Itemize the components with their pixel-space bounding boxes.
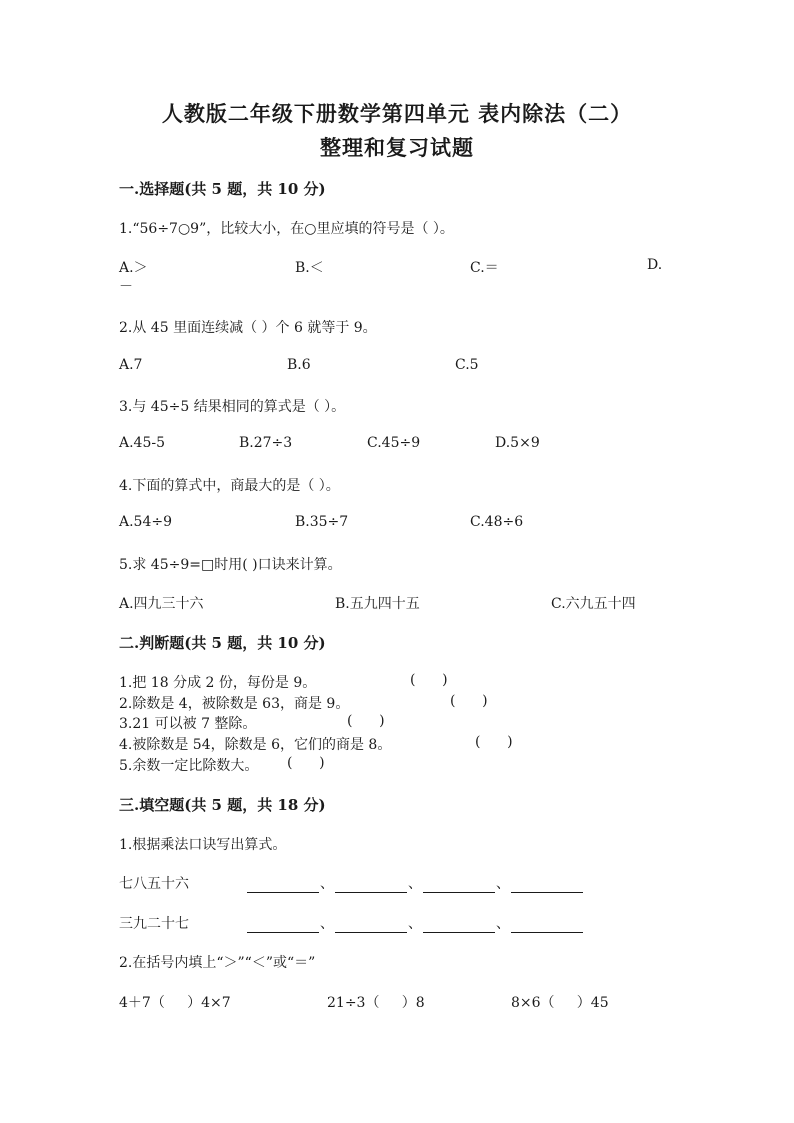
judge-answer-4[interactable]: ( ) (475, 734, 513, 750)
q5-option-c[interactable]: C.六九五十四 (551, 596, 636, 612)
section-heading-judge: 二.判断题(共 5 题，共 10 分) (119, 634, 326, 652)
q1-option-d-value: － (119, 279, 133, 295)
q2-option-a[interactable]: A.7 (119, 357, 143, 373)
answer-blank[interactable] (423, 878, 495, 893)
answer-blank[interactable] (335, 878, 407, 893)
compare-item-2[interactable]: 21÷3（ ）8 (327, 995, 425, 1011)
answer-blank[interactable] (511, 878, 583, 893)
q1-option-a[interactable]: A.＞ (119, 260, 148, 276)
page-title: 人教版二年级下册数学第四单元 表内除法（二） (161, 101, 633, 126)
judge-item-1: 1.把 18 分成 2 份，每份是 9。 (119, 675, 317, 691)
compare-item-1[interactable]: 4＋7（ ）4×7 (119, 995, 231, 1011)
judge-item-3: 3.21 可以被 7 整除。 (119, 716, 257, 732)
answer-blank[interactable] (511, 918, 583, 933)
separator: 、 (320, 876, 334, 892)
q3-option-b[interactable]: B.27÷3 (239, 435, 293, 451)
q2-option-b[interactable]: B.6 (287, 357, 311, 373)
fill-question-2-stem: 2.在括号内填上“＞”“＜”或“＝” (119, 955, 316, 971)
separator: 、 (408, 916, 422, 932)
judge-item-5: 5.余数一定比除数大。 (119, 758, 259, 774)
compare-item-3[interactable]: 8×6（ ）45 (511, 995, 609, 1011)
judge-item-4: 4.被除数是 54，除数是 6，它们的商是 8。 (119, 737, 392, 753)
fill-row-1 (119, 873, 583, 893)
q1-option-c[interactable]: C.＝ (470, 260, 499, 276)
question-3-stem: 3.与 45÷5 结果相同的算式是（ ）。 (119, 399, 346, 415)
q4-option-b[interactable]: B.35÷7 (295, 514, 349, 530)
separator: 、 (408, 876, 422, 892)
q3-option-a[interactable]: A.45-5 (119, 435, 166, 451)
separator: 、 (496, 876, 510, 892)
fill-row-2-lead: 三九二十七 (119, 916, 189, 932)
q4-option-a[interactable]: A.54÷9 (119, 514, 173, 530)
q1-option-b[interactable]: B.＜ (295, 260, 324, 276)
separator: 、 (496, 916, 510, 932)
answer-blank[interactable] (423, 918, 495, 933)
judge-item-2: 2.除数是 4，被除数是 63，商是 9。 (119, 696, 350, 712)
answer-blank[interactable] (335, 918, 407, 933)
q3-option-c[interactable]: C.45÷9 (367, 435, 421, 451)
fill-row-2 (119, 913, 583, 933)
fill-row-1-lead: 七八五十六 (119, 876, 189, 892)
section-heading-fill: 三.填空题(共 5 题，共 18 分) (119, 796, 326, 814)
q3-option-d[interactable]: D.5×9 (495, 435, 540, 451)
judge-answer-5[interactable]: ( ) (287, 755, 325, 771)
page-subtitle: 整理和复习试题 (320, 135, 474, 160)
fill-question-1-stem: 1.根据乘法口诀写出算式。 (119, 837, 287, 853)
answer-blank[interactable] (247, 918, 319, 933)
question-5-stem: 5.求 45÷9=□时用( )口诀来计算。 (119, 557, 342, 573)
judge-answer-1[interactable]: ( ) (410, 672, 448, 688)
q1-option-d[interactable]: D. (647, 257, 663, 273)
separator: 、 (320, 916, 334, 932)
question-1-stem: 1.“56÷7○9”，比较大小，在○里应填的符号是（ ）。 (119, 221, 454, 237)
judge-answer-2[interactable]: ( ) (450, 693, 488, 709)
judge-answer-3[interactable]: ( ) (347, 713, 385, 729)
answer-blank[interactable] (247, 878, 319, 893)
q4-option-c[interactable]: C.48÷6 (470, 514, 524, 530)
section-heading-choice: 一.选择题(共 5 题，共 10 分) (119, 180, 326, 198)
question-4-stem: 4.下面的算式中，商最大的是（ ）。 (119, 478, 340, 494)
question-2-stem: 2.从 45 里面连续减（ ）个 6 就等于 9。 (119, 320, 377, 336)
q2-option-c[interactable]: C.5 (455, 357, 479, 373)
q5-option-a[interactable]: A.四九三十六 (119, 596, 204, 612)
q5-option-b[interactable]: B.五九四十五 (335, 596, 420, 612)
